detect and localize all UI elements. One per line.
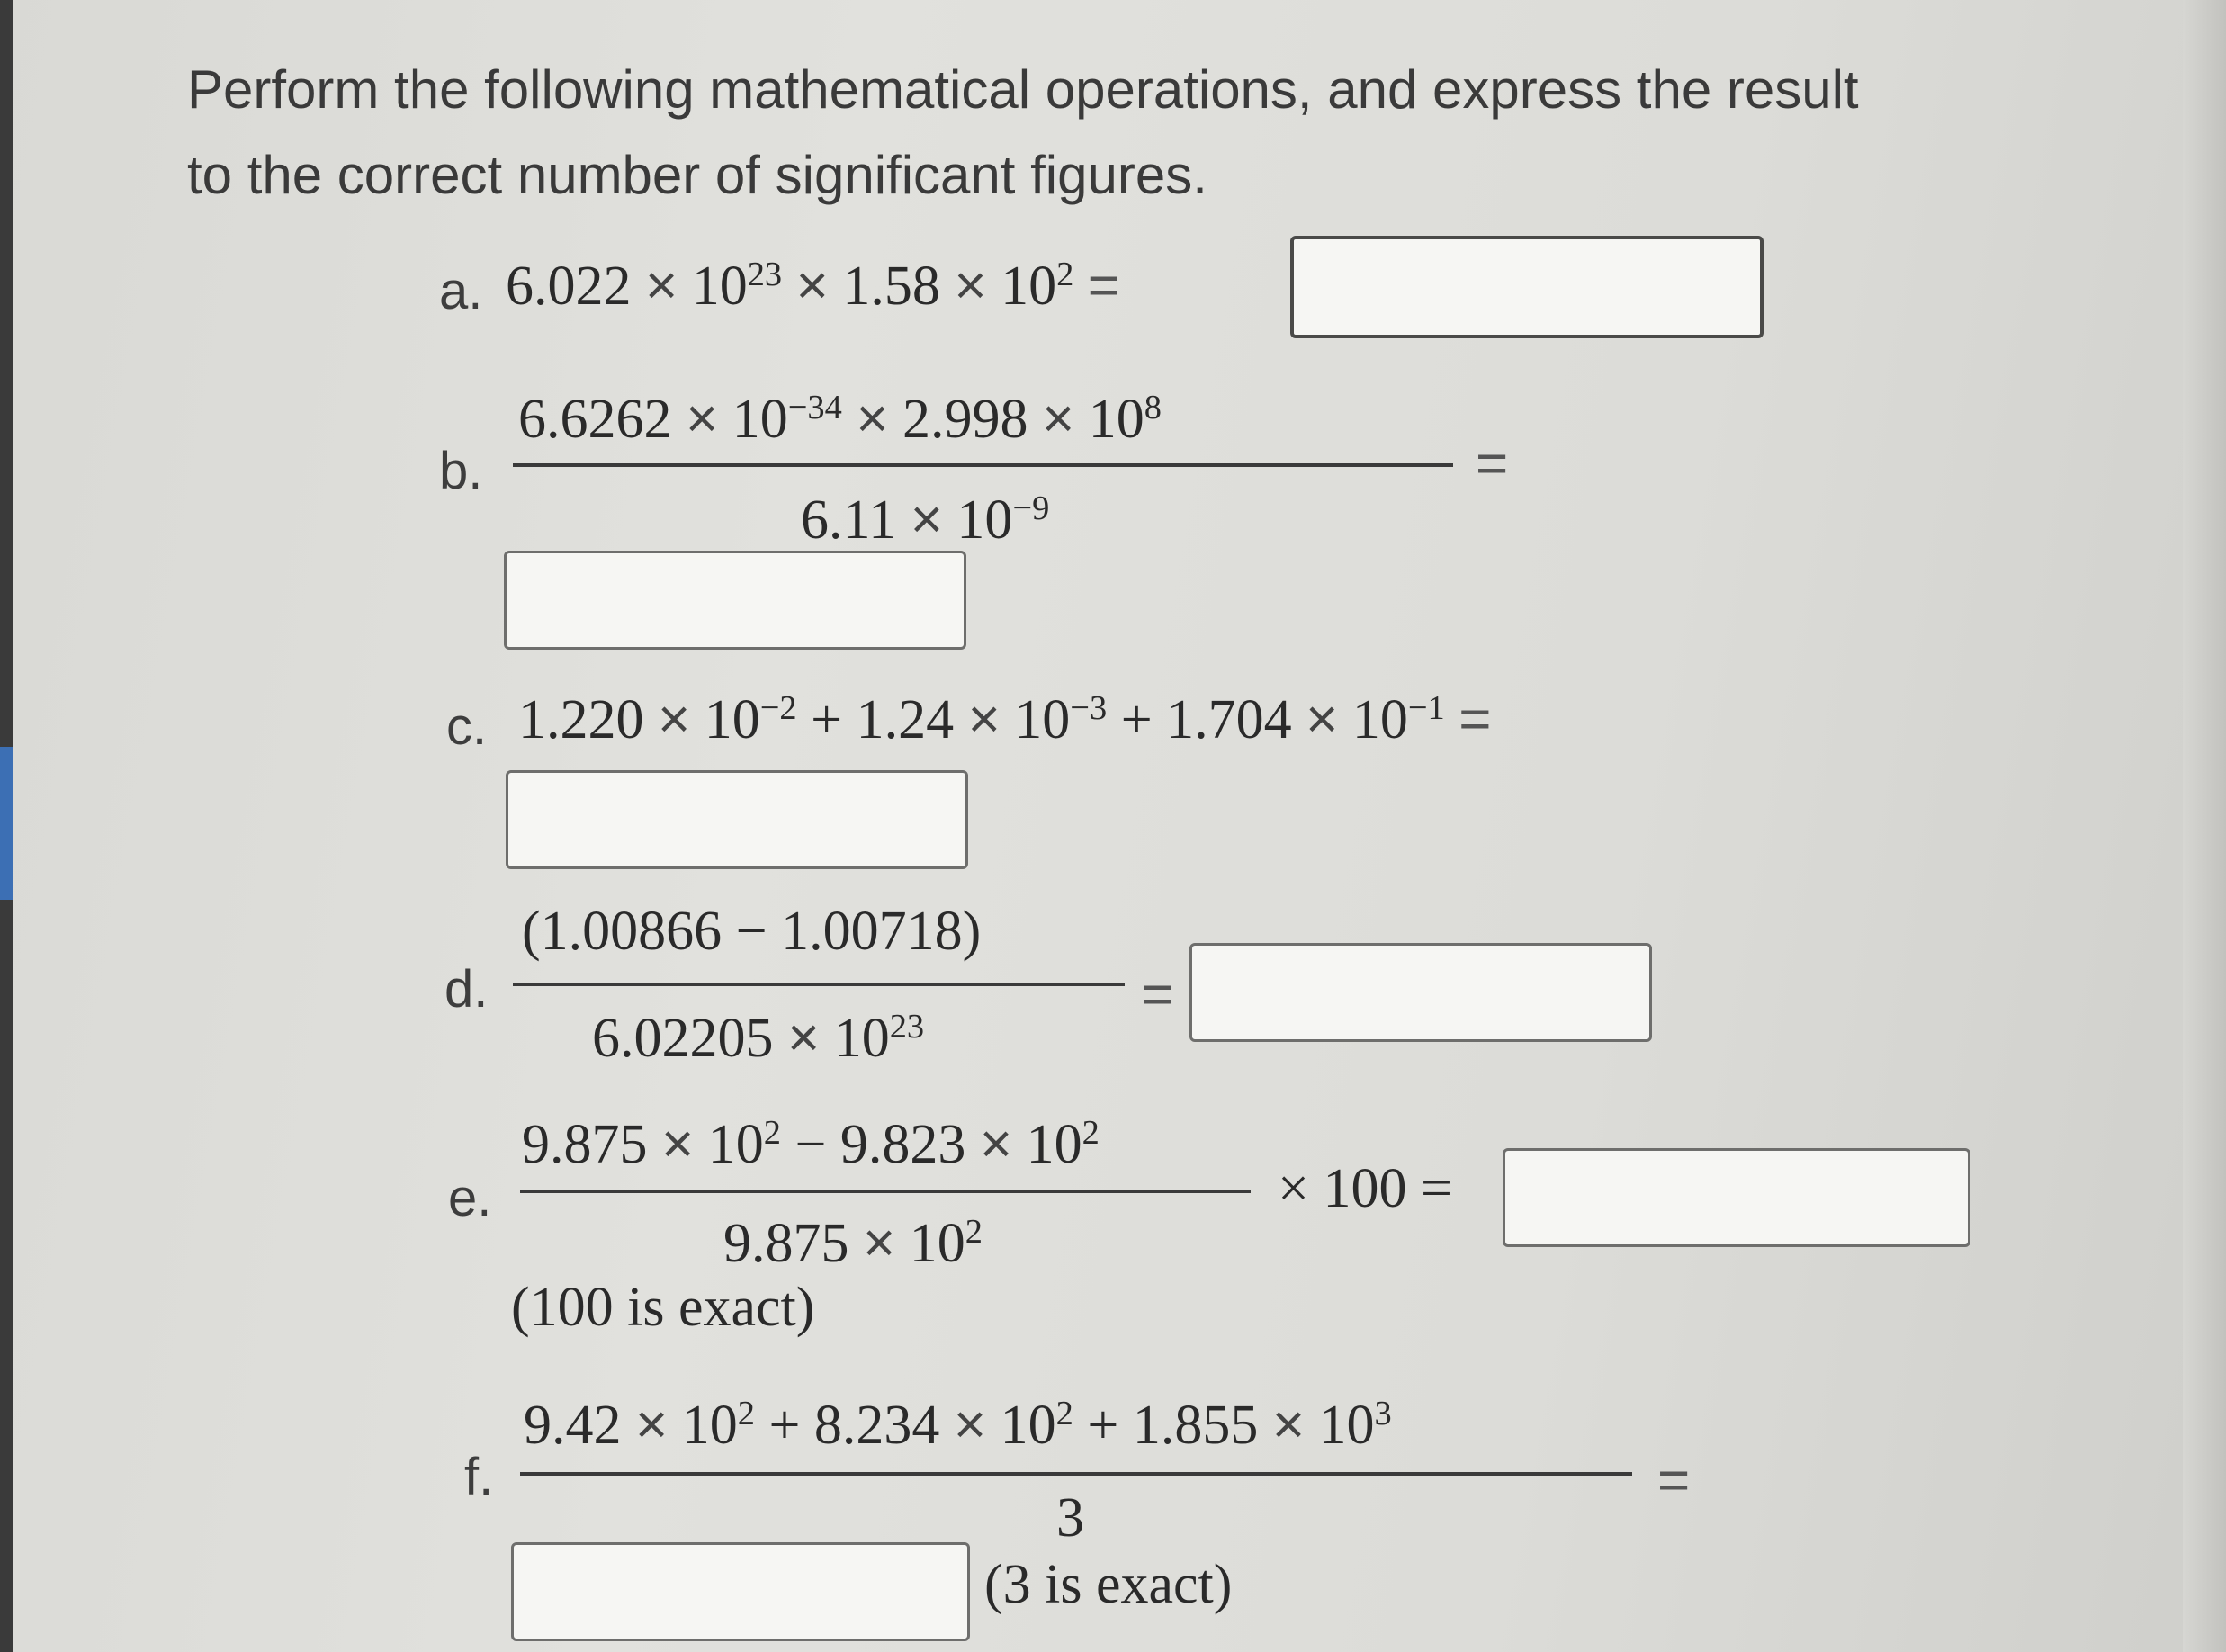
item-f-label: f. — [464, 1448, 494, 1506]
item-d-equals: = — [1141, 964, 1174, 1026]
answer-input-f[interactable] — [511, 1542, 970, 1641]
answer-input-a[interactable] — [1290, 236, 1764, 338]
item-e-label: e. — [448, 1169, 492, 1227]
item-c-label: c. — [446, 697, 488, 756]
answer-input-c[interactable] — [506, 770, 968, 869]
item-e-note: (100 is exact) — [511, 1277, 815, 1338]
item-e-fraction — [520, 1112, 1251, 1292]
item-a-label: a. — [439, 262, 483, 320]
item-b-numerator: $6.6262 \times 10^{-34} \times 2.998 \times 10^8$ — [518, 388, 1162, 450]
item-d-denominator: $6.02205 \times 10^{23}$ — [592, 1007, 925, 1069]
item-b-denominator: $6.11 \times 10^{-9}$ — [801, 489, 1050, 551]
answer-input-e[interactable] — [1503, 1148, 1970, 1247]
item-e-numerator: $9.875 \times 10^2 - 9.823 \times 10^2$ — [522, 1113, 1100, 1175]
left-edge-strip — [0, 0, 13, 1652]
answer-input-d[interactable] — [1189, 943, 1652, 1042]
item-e-times-100: × 100 = — [1278, 1158, 1452, 1219]
problem-prompt — [187, 47, 1859, 218]
answer-input-b[interactable] — [504, 551, 966, 650]
item-e-fraction-bar — [520, 1190, 1251, 1193]
left-edge-accent — [0, 747, 13, 900]
item-c-expression: $1.220 \times 10^{-2} + 1.24 \times 10^{-3} + 1.704 \times 10^{-1}$ = — [518, 688, 1492, 750]
item-e-denominator: $9.875 \times 10^2$ — [723, 1212, 983, 1274]
prompt-line-1: Perform the following mathematical operations, and express the result — [187, 59, 1859, 120]
item-f-fraction-bar — [520, 1472, 1632, 1476]
item-f-numerator: $9.42 \times 10^2 + 8.234 \times 10^2 + 1.855 \times 10^3$ — [524, 1394, 1392, 1456]
item-b-fraction-bar — [513, 463, 1453, 467]
item-f-note: (3 is exact) — [984, 1554, 1233, 1615]
right-edge-strip — [2183, 0, 2226, 1652]
item-f-denominator: 3 — [1056, 1487, 1084, 1549]
item-b-equals: = — [1476, 433, 1509, 495]
item-d-fraction-bar — [513, 983, 1125, 986]
item-b-fraction — [513, 387, 1453, 567]
item-d-fraction — [513, 900, 1125, 1080]
item-b-label: b. — [439, 442, 483, 500]
item-a-expression: $6.022 \times 10^{23} \times 1.58 \times 10^2$ = — [506, 255, 1121, 317]
item-d-numerator: (1.00866 − 1.00718) — [522, 901, 982, 962]
prompt-line-2: to the correct number of significant figures. — [187, 145, 1207, 205]
item-d-label: d. — [444, 960, 489, 1019]
item-f-equals: = — [1657, 1450, 1691, 1512]
